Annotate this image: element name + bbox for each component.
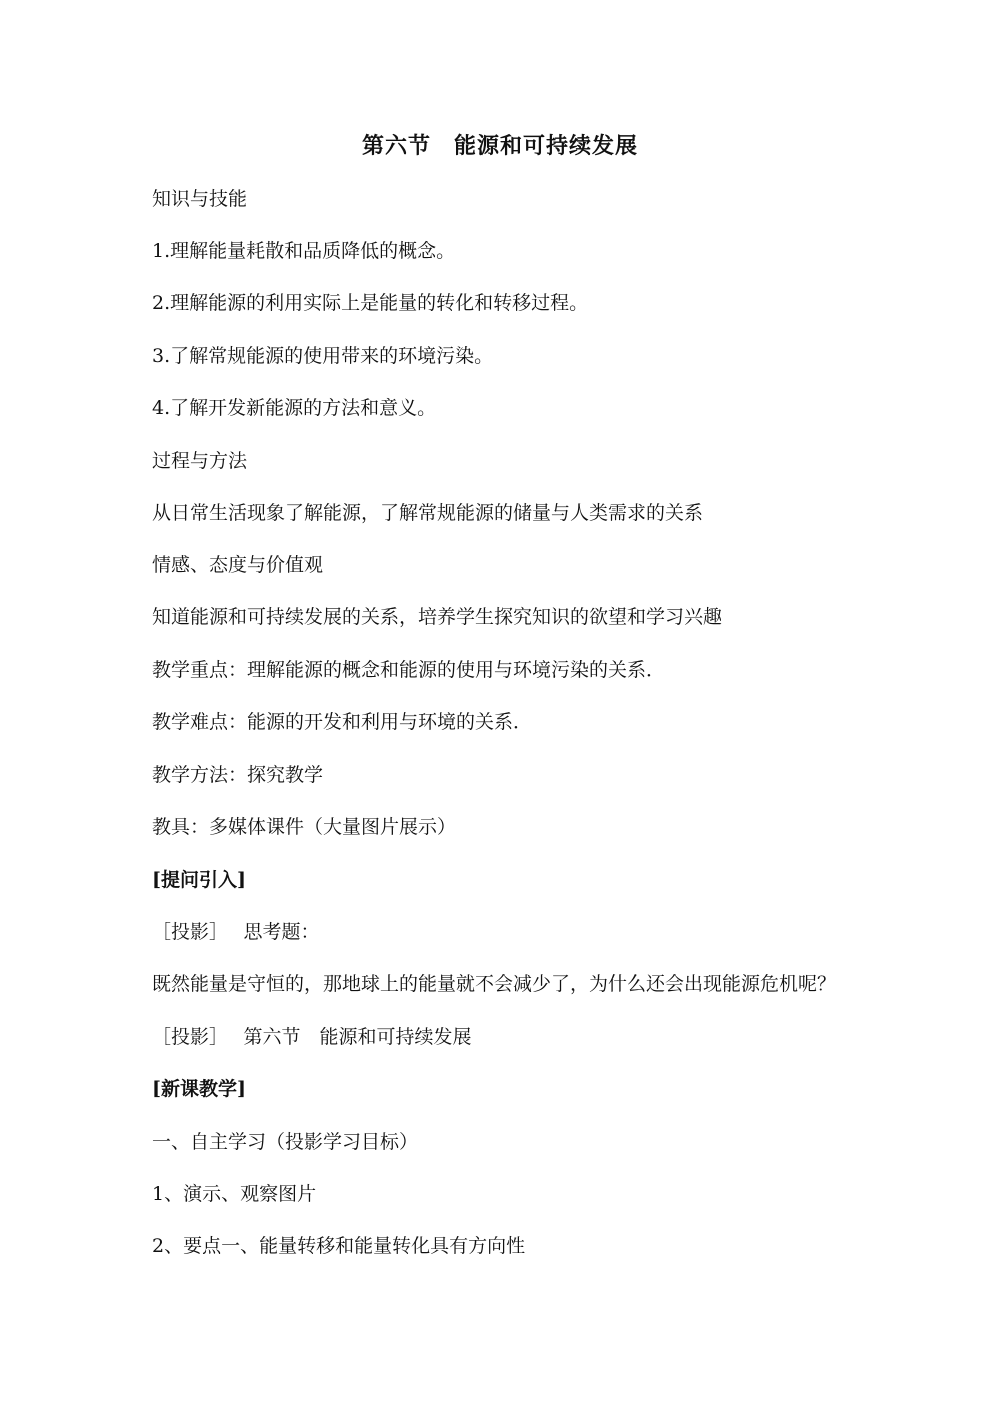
heading-emotion-values: 情感、态度与价值观: [152, 554, 324, 576]
self-study: 一、自主学习（投影学习目标）: [152, 1131, 419, 1153]
projection-title: ［投影］ 第六节 能源和可持续发展: [152, 1026, 472, 1048]
objective-4: 4.了解开发新能源的方法和意义。: [152, 397, 437, 419]
question-text: 既然能量是守恒的，那地球上的能量就不会减少了，为什么还会出现能源危机呢？: [152, 973, 837, 995]
step-1: 1、演示、观察图片: [152, 1183, 317, 1205]
teaching-aids: 教具：多媒体课件（大量图片展示）: [152, 816, 457, 838]
page-title: 第六节 能源和可持续发展: [361, 133, 638, 159]
process-method-text: 从日常生活现象了解能源，了解常规能源的储量与人类需求的关系: [152, 502, 704, 524]
teaching-method: 教学方法：探究教学: [152, 764, 324, 786]
teaching-focus: 教学重点：理解能源的概念和能源的使用与环境污染的关系．: [152, 659, 666, 681]
heading-process-method: 过程与方法: [152, 450, 248, 472]
objective-3: 3.了解常规能源的使用带来的环境污染。: [152, 345, 494, 367]
emotion-values-text: 知道能源和可持续发展的关系，培养学生探究知识的欲望和学习兴趣: [152, 606, 723, 628]
section-new-lesson: [新课教学]: [152, 1078, 246, 1100]
objective-1: 1.理解能量耗散和品质降低的概念。: [152, 240, 456, 262]
heading-knowledge-skills: 知识与技能: [152, 188, 248, 210]
section-question-intro: [提问引入]: [152, 869, 246, 891]
step-2: 2、要点一、能量转移和能量转化具有方向性: [152, 1235, 526, 1257]
objective-2: 2.理解能源的利用实际上是能量的转化和转移过程。: [152, 292, 589, 314]
teaching-difficulty: 教学难点：能源的开发和利用与环境的关系．: [152, 711, 533, 733]
projection-question: ［投影］ 思考题：: [152, 921, 320, 943]
